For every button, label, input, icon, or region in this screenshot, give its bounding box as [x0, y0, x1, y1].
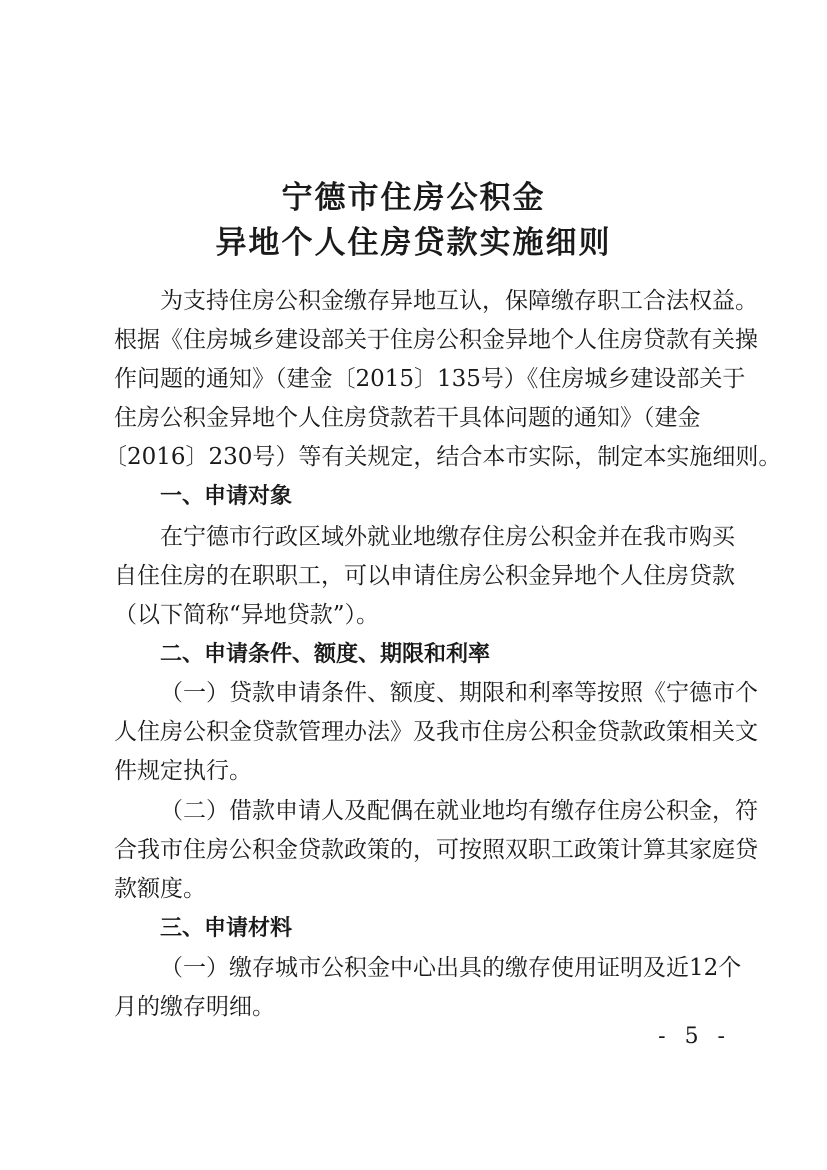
- section-2-item-1-line-2: 人住房公积金贷款管理办法》及我市住房公积金贷款政策相关文: [114, 719, 758, 745]
- section-3-item-1-line-2: 月的缴存明细。: [114, 994, 275, 1020]
- section-2-item-1-line-1: （一）贷款申请条件、额度、期限和利率等按照《宁德市个: [160, 680, 758, 706]
- intro-line-3: 作问题的通知》（建金〔2015〕135号）《住房城乡建设部关于: [114, 366, 746, 392]
- section-3-item-1-line-1: （一）缴存城市公积金中心出具的缴存使用证明及近12个: [160, 955, 742, 981]
- section-2-heading: 二、申请条件、额度、期限和利率: [160, 642, 491, 667]
- section-2-item-2-line-3: 款额度。: [114, 876, 206, 902]
- document-title-line-1: 宁德市住房公积金: [281, 180, 546, 216]
- page-number: - 5 -: [658, 1024, 731, 1049]
- section-2-item-1-line-3: 件规定执行。: [114, 758, 252, 784]
- section-1-line-1: 在宁德市行政区域外就业地缴存住房公积金并在我市购买: [160, 524, 735, 550]
- intro-line-2: 根据《住房城乡建设部关于住房公积金异地个人住房贷款有关操: [114, 327, 758, 353]
- document-title-line-2: 异地个人住房贷款实施细则: [215, 225, 612, 261]
- intro-line-5: 〔2016〕230号）等有关规定，结合本市实际，制定本实施细则。: [104, 444, 782, 470]
- section-1-line-3: （以下简称“异地贷款”）。: [114, 602, 380, 628]
- intro-line-4: 住房公积金异地个人住房贷款若干具体问题的通知》（建金: [114, 405, 701, 431]
- intro-line-1: 为支持住房公积金缴存异地互认，保障缴存职工合法权益。: [160, 288, 758, 314]
- section-2-item-2-line-2: 合我市住房公积金贷款政策的，可按照双职工政策计算其家庭贷: [114, 837, 758, 863]
- section-1-heading: 一、申请对象: [160, 484, 293, 509]
- section-2-item-2-line-1: （二）借款申请人及配偶在就业地均有缴存住房公积金，符: [160, 798, 758, 824]
- section-3-heading: 三、申请材料: [160, 916, 293, 941]
- section-1-line-2: 自住住房的在职职工，可以申请住房公积金异地个人住房贷款: [114, 563, 735, 589]
